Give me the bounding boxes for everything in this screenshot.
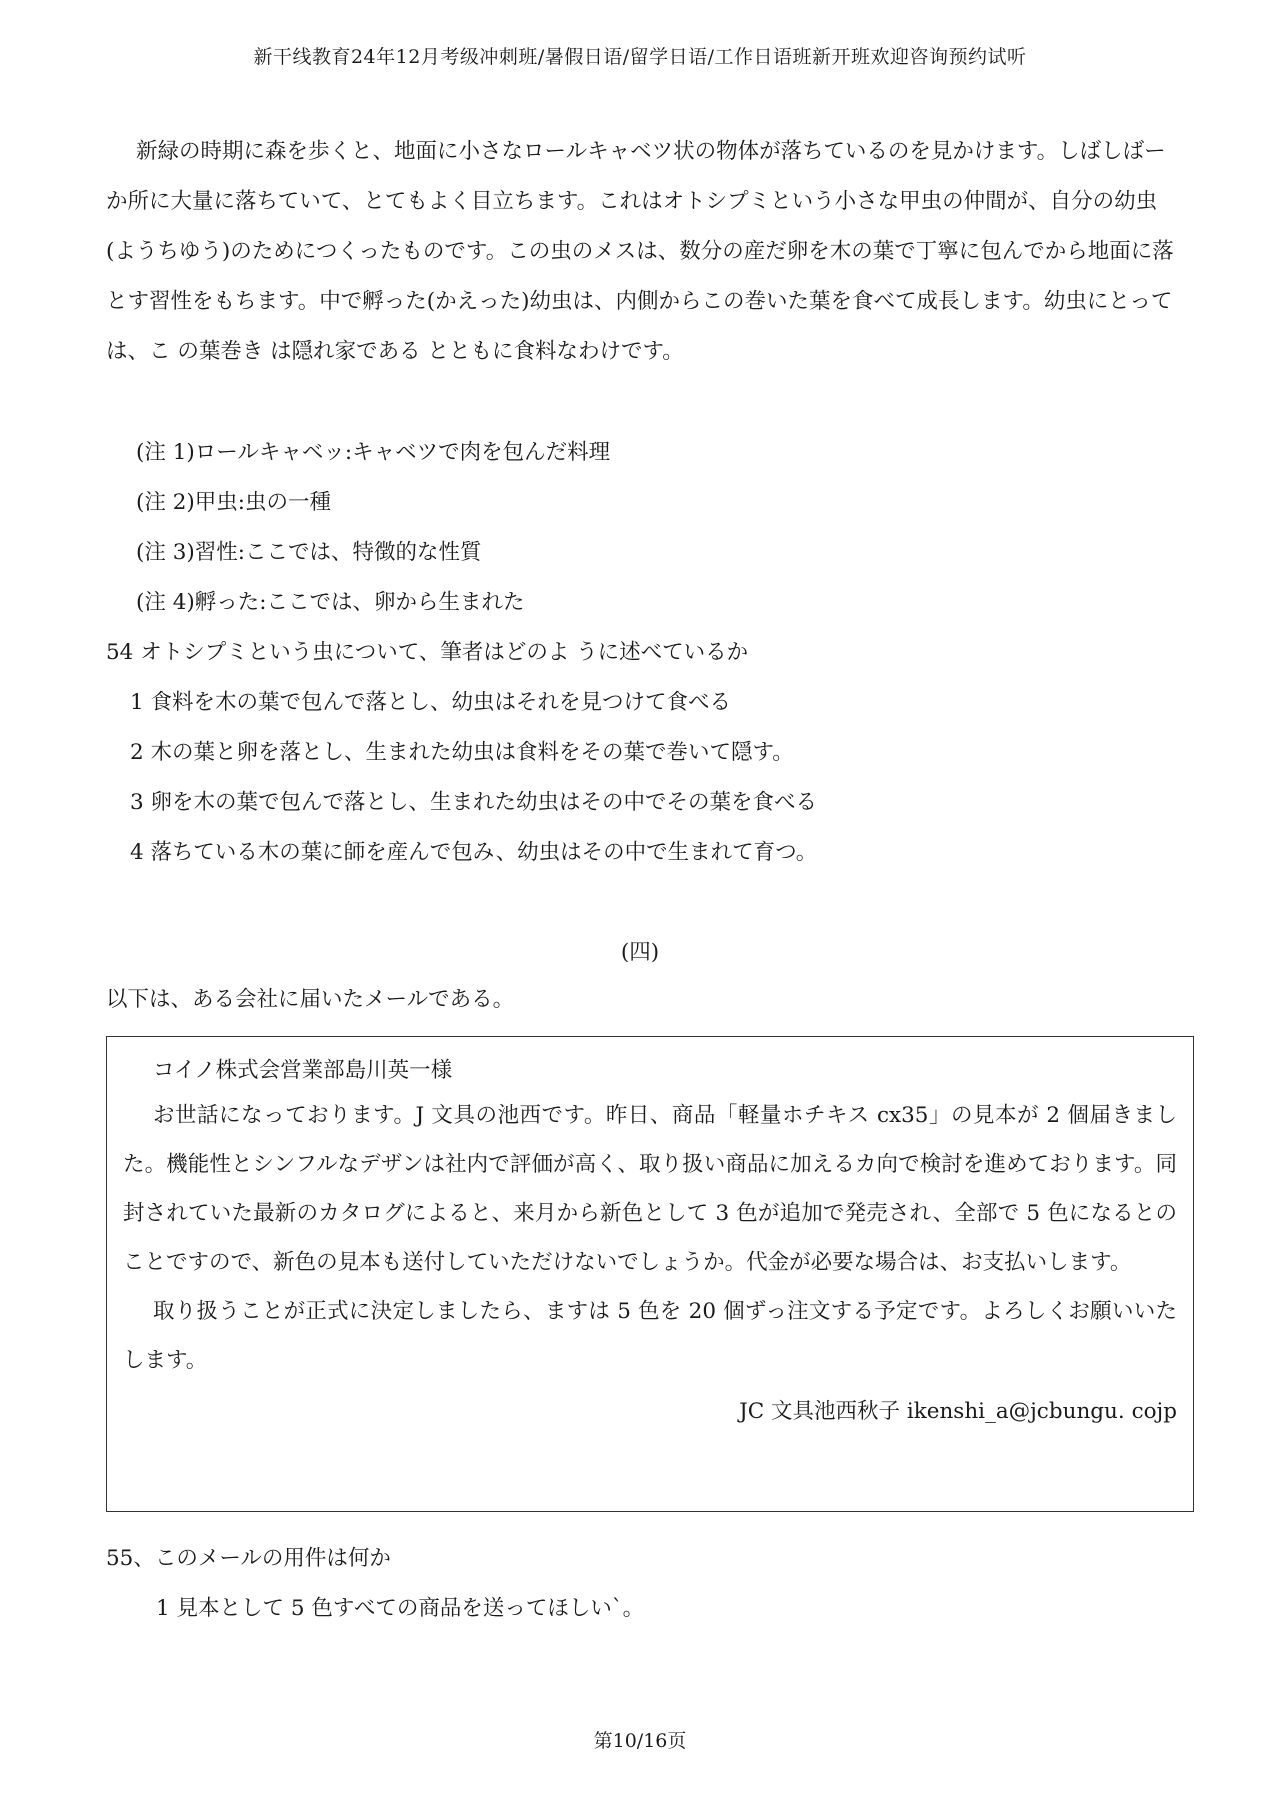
email-box <box>106 1036 1194 1512</box>
answer-option: 1 見本として 5 色すべての商品を送ってほしい`。 <box>156 1596 645 1621</box>
question-54-options <box>130 678 817 878</box>
footnote: (注 1)ロールキャベッ:キャベツで肉を包んだ料理 <box>136 440 611 465</box>
answer-option: 4 落ちている木の葉に師を産んで包み、幼虫はその中で生まれて育つ。 <box>130 840 818 865</box>
question-55: 55、このメールの用件は何か <box>106 1546 391 1571</box>
email-recipient: コイノ株式会営業部島川英一様 <box>153 1058 453 1083</box>
footnote: (注 4)孵った:ここでは、卵から生まれた <box>136 590 525 615</box>
section-title: (四) <box>620 940 660 965</box>
email-body: お世話になっております。J 文具の池西です。昨日、商品「軽量ホチキス cx35」の見本が 2 個届きました。機能性とシンフルなデザンは社内で評価が高く、取り扱い商品に加えるカ向で検討を進めております。同封されていた最新のカタログによると、来月から新色として 3 色が追加で発売され、全部で 5 色になるとのことですので、新色の見本も送付していただけないでしょうか。代金が必要な場合は、お支払いします。 <box>123 1103 1177 1275</box>
email-body: 取り扱うことが正式に決定しましたら、ますは 5 色を 20 個ずっ注文する予定です。よろしくお願いいた します。 <box>123 1299 1177 1373</box>
footnote: (注 2)甲虫:虫の一種 <box>136 490 332 515</box>
footnotes <box>136 428 610 628</box>
answer-option: 2 木の葉と卵を落とし、生まれた幼虫は食料をその葉で巻いて隠す。 <box>130 740 794 765</box>
reading-passage <box>106 127 1186 377</box>
section-intro: 以下は、ある会社に届いたメールである。 <box>106 987 515 1012</box>
footnote: (注 3)習性:ここでは、特徴的な性質 <box>136 540 482 565</box>
answer-option: 3 卵を木の葉で包んで落とし、生まれた幼虫はその中でその葉を食べる <box>130 790 818 815</box>
page-header: 新干线教育24年12月考级冲刺班/暑假日语/留学日语/工作日语班新开班欢迎咨询预约试听 <box>253 46 1027 68</box>
page-number: 第10/16页 <box>593 1730 687 1752</box>
email-signature: JC 文具池西秋子 ikenshi_a@jcbungu. cojp <box>739 1399 1177 1424</box>
question-54: 54 オトシプミという虫について、筆者はどのよ うに述べているか <box>106 640 749 665</box>
answer-option: 1 食料を木の葉で包んで落とし、幼虫はそれを見つけて食べる <box>130 690 732 715</box>
email-content <box>123 1051 1177 1435</box>
passage-text: 新緑の時期に森を歩くと、地面に小さなロールキャベツ状の物体が落ちているのを見かけます。しばしばーか所に大量に落ちていて、とてもよく目立ちます。これはオトシプミという小さな甲虫の仲間が、自分の幼虫(ようちゆう)のためにつくったものです。この虫のメスは、数分の産だ卵を木の葉で丁寧に包んでから地面に落とす習性をもちます。中で孵った(かえった)幼虫は、内側からこの巻いた葉を食べて成長します。幼虫にとっては、こ の葉巻き は隠れ家である とともに食料なわけです。 <box>106 139 1174 364</box>
question-55-options <box>156 1584 644 1634</box>
